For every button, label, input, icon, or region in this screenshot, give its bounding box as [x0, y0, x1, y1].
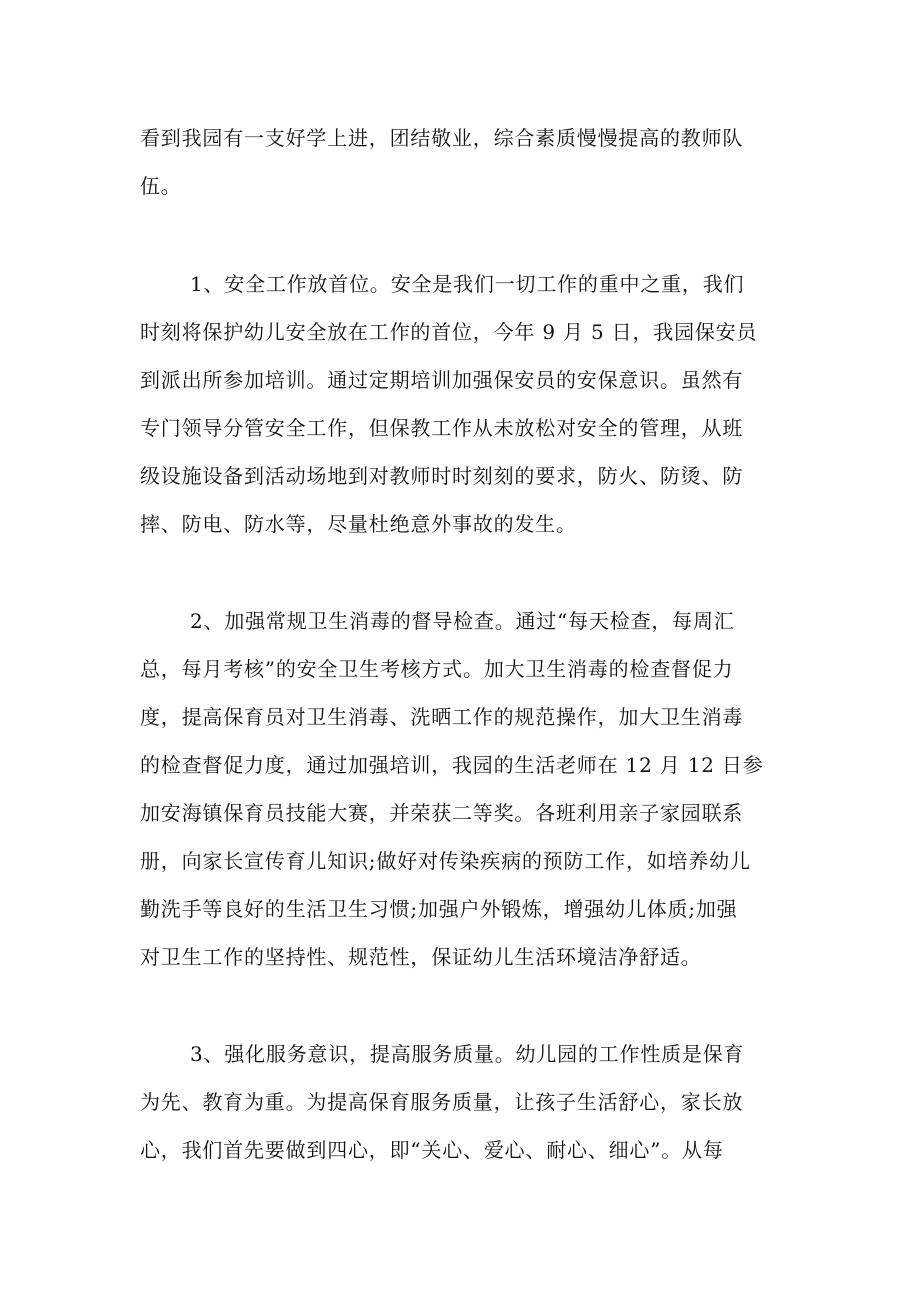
paragraph-2-line-0: 2、加强常规卫生消毒的督导检查。通过“每天检查，每周汇: [190, 609, 735, 633]
paragraph-1-line-1: 时刻将保护幼儿安全放在工作的首位，今年 9 月 5 日，我园保安员: [140, 320, 758, 344]
paragraph-2-line-3: 的检查督促力度，通过加强培训，我园的生活老师在 12 月 12 日参: [140, 753, 764, 777]
paragraph-2-line-6: 勤洗手等良好的生活卫生习惯;加强户外锻炼，增强幼儿体质;加强: [140, 897, 738, 921]
paragraph-3-line-1: 为先、教育为重。为提高保育服务质量，让孩子生活舒心，家长放: [140, 1090, 744, 1114]
paragraph-2-line-7: 对卫生工作的坚持性、规范性，保证幼儿生活环境洁净舒适。: [140, 945, 702, 969]
paragraph-2-line-1: 总，每月考核”的安全卫生考核方式。加大卫生消毒的检查督促力: [140, 657, 734, 681]
paragraph-3-line-2: 心，我们首先要做到四心，即“关心、爱心、耐心、细心”。从每: [140, 1138, 724, 1162]
paragraph-0-line-1: 伍。: [140, 174, 182, 198]
paragraph-1-line-3: 专门领导分管安全工作，但保教工作从未放松对安全的管理，从班: [140, 416, 744, 440]
paragraph-2-line-5: 册，向家长宣传育儿知识;做好对传染疾病的预防工作，如培养幼儿: [140, 849, 751, 873]
paragraph-2-line-4: 加安海镇保育员技能大赛，并荣获二等奖。各班利用亲子家园联系: [140, 801, 744, 825]
paragraph-1-line-2: 到派出所参加培训。通过定期培训加强保安员的安保意识。虽然有: [140, 368, 744, 392]
paragraph-3-line-0: 3、强化服务意识，提高服务质量。幼儿园的工作性质是保育: [190, 1042, 745, 1066]
paragraph-1-line-4: 级设施设备到活动场地到对教师时时刻刻的要求，防火、防烫、防: [140, 464, 744, 488]
paragraph-1-line-0: 1、安全工作放首位。安全是我们一切工作的重中之重，我们: [190, 272, 745, 296]
paragraph-1-line-5: 摔、防电、防水等，尽量杜绝意外事故的发生。: [140, 512, 577, 536]
paragraph-0-line-0: 看到我园有一支好学上进，团结敬业，综合素质慢慢提高的教师队: [140, 126, 744, 150]
paragraph-2-line-2: 度，提高保育员对卫生消毒、洗晒工作的规范操作，加大卫生消毒: [140, 705, 744, 729]
